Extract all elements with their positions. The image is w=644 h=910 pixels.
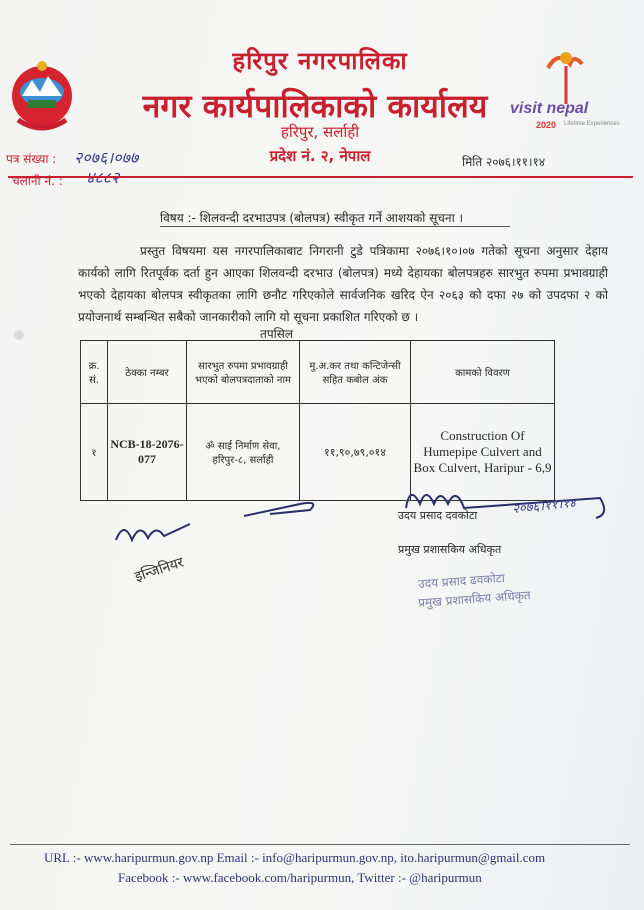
col-amount: मु.अ.कर तथा कन्टिजेन्सी सहित कबोल अंक bbox=[300, 341, 411, 404]
handwritten-date: २०७६।११।१४ bbox=[511, 495, 577, 518]
engineer-label: इन्जिनियर bbox=[132, 554, 186, 586]
footer-social: Facebook :- www.facebook.com/haripurmun, Twitter :- @haripurmun bbox=[118, 870, 482, 885]
initial-signature-icon bbox=[240, 496, 330, 522]
municipality-name: हरिपुर नगरपालिका bbox=[232, 47, 408, 75]
visit-nepal-logo bbox=[508, 48, 626, 138]
visit-nepal-year: 2020 bbox=[536, 120, 557, 130]
nepal-emblem-icon bbox=[8, 54, 76, 138]
col-contract-no: ठेक्का नम्बर bbox=[108, 341, 187, 404]
punch-hole bbox=[14, 330, 24, 340]
province-line: प्रदेश नं. २, नेपाल bbox=[269, 147, 371, 165]
cell-work: Construction Of Humepipe Culvert and Box Culvert, Haripur - 6,9 bbox=[411, 404, 555, 501]
office-name: नगर कार्यपालिकाको कार्यालय bbox=[142, 87, 488, 125]
stamp-name: उदय प्रसाद ढवकोटा bbox=[417, 570, 506, 592]
dispatch-no-value: ४८८२ bbox=[86, 168, 120, 187]
cell-amount: ११,९०,७९,०१४ bbox=[300, 404, 411, 501]
stamp-title: प्रमुख प्रशासकिय अधिकृत bbox=[417, 588, 532, 610]
visit-nepal-brand: visit nepal bbox=[510, 100, 589, 117]
header-divider bbox=[8, 176, 633, 178]
bid-table bbox=[80, 340, 555, 501]
cell-bidder: ॐ साई निर्माण सेवा, हरिपुर-८, सर्लाही bbox=[187, 404, 300, 501]
cell-sn: १ bbox=[81, 404, 108, 501]
footer-divider bbox=[10, 844, 630, 845]
office-place: हरिपुर, सर्लाही bbox=[280, 123, 360, 141]
officer-title: प्रमुख प्रशासकिय अधिकृत bbox=[398, 543, 502, 556]
letter-no-label: पत्र संख्या : bbox=[6, 152, 57, 166]
dispatch-no-label: चलानी नं. : bbox=[12, 174, 63, 188]
col-work: कामको विवरण bbox=[411, 341, 555, 404]
letter-no-value: २०७६।०७७ bbox=[74, 148, 139, 167]
notice-body: प्रस्तुत विषयमा यस नगरपालिकाबाट निगरानी टुडे पत्रिकामा २०७६।१०।०७ गतेको सूचना अनुसार देहाय कार्यको लागि रितपूर्वक दर्ता हुन आएका शिलवन्दी दरभाउ (बोलपत्र) मध्ये देहायका बोलपत्रहरु सारभुत रुपमा प्रभावग्राही भएको देहायका बोलपत्र स्वीकृतका लागि छनौट गरिएकोले सार्वजनिक खरिद ऐन २०६३ को दफा २७ को उपदफा २ को प्रयोजनार्थ सम्बन्धित सबैको जानकारीको लागि यो सूचना प्रकाशित गरिएको छ । bbox=[78, 244, 608, 324]
letter-date: मिति २०७६।११।१४ bbox=[462, 155, 546, 169]
table-caption: तपसिल bbox=[260, 327, 294, 341]
footer-contact: URL :- www.haripurmun.gov.np Email :- info@haripurmun.gov.np, ito.haripurmun@gmail.com bbox=[44, 850, 546, 865]
cell-contract-no: NCB-18-2076-077 bbox=[108, 404, 187, 501]
visit-nepal-tagline: Lifetime Experiences bbox=[564, 121, 620, 127]
engineer-signature-icon bbox=[110, 510, 200, 556]
subject-underline bbox=[160, 226, 510, 227]
col-sn: क्र. सं. bbox=[81, 341, 108, 404]
officer-name: उदय प्रसाद दवकोटा bbox=[398, 509, 478, 522]
col-bidder: सारभुत रुपमा प्रभावग्राही भएको बोलपत्रदाताको नाम bbox=[187, 341, 300, 404]
table-header-row bbox=[81, 341, 555, 404]
subject-line: विषय :- शिलवन्दी दरभाउपत्र (बोलपत्र) स्वीकृत गर्ने आशयको सूचना । bbox=[160, 211, 464, 225]
